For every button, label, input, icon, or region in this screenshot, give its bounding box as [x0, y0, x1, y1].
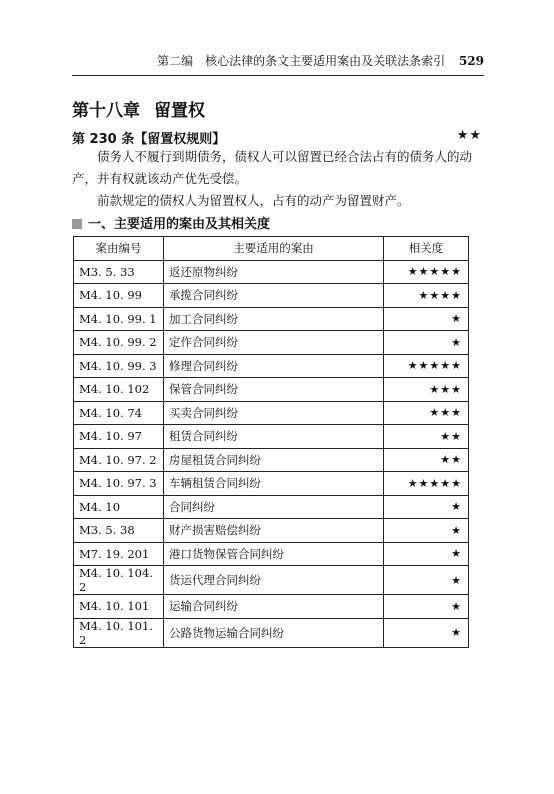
relevance-stars: ★ — [384, 595, 469, 619]
relevance-stars: ★★★ — [384, 378, 469, 402]
case-name: 返还原物纠纷 — [164, 260, 384, 284]
case-code: M4. 10. 99 — [74, 284, 164, 308]
relevance-stars: ★★★ — [384, 401, 469, 425]
case-name: 公路货物运输合同纠纷 — [164, 618, 384, 647]
table-body — [74, 260, 469, 647]
section-heading — [72, 213, 270, 232]
relevance-stars: ★★★★★ — [384, 260, 469, 284]
relevance-stars: ★ — [384, 307, 469, 331]
case-code: M4. 10 — [74, 495, 164, 519]
article-heading — [72, 128, 482, 147]
table-row — [74, 566, 469, 595]
case-code: M4. 10. 101. 2 — [74, 618, 164, 647]
table-row — [74, 472, 469, 496]
relevance-stars: ★ — [384, 566, 469, 595]
relevance-stars: ★★ — [384, 448, 469, 472]
section-title: 一、主要适用的案由及其相关度 — [88, 217, 271, 232]
case-code: M4. 10. 99. 1 — [74, 307, 164, 331]
page-number: 529 — [458, 54, 484, 68]
article-paragraph-2: 前款规定的债权人为留置权人，占有的动产为留置财产。 — [97, 193, 410, 208]
table-row — [74, 354, 469, 378]
table-row — [74, 307, 469, 331]
case-name: 加工合同纠纷 — [164, 307, 384, 331]
case-name: 货运代理合同纠纷 — [164, 566, 384, 595]
case-name: 运输合同纠纷 — [164, 595, 384, 619]
case-code: M4. 10. 101 — [74, 595, 164, 619]
chapter-heading — [72, 96, 205, 121]
case-code: M4. 10. 99. 2 — [74, 331, 164, 355]
table-row — [74, 448, 469, 472]
case-name: 定作合同纠纷 — [164, 331, 384, 355]
case-code: M4. 10. 97. 3 — [74, 472, 164, 496]
case-code: M7. 19. 201 — [74, 542, 164, 566]
table-row — [74, 401, 469, 425]
case-code: M4. 10. 74 — [74, 401, 164, 425]
table-row — [74, 595, 469, 619]
case-name: 修理合同纠纷 — [164, 354, 384, 378]
relevance-stars: ★ — [384, 542, 469, 566]
case-name: 财产损害赔偿纠纷 — [164, 519, 384, 543]
case-code: M3. 5. 33 — [74, 260, 164, 284]
running-title: 第二编 核心法律的条文主要适用案由及关联法条索引 — [157, 54, 446, 68]
case-name: 车辆租赁合同纠纷 — [164, 472, 384, 496]
case-name: 港口货物保管合同纠纷 — [164, 542, 384, 566]
table-row — [74, 495, 469, 519]
relevance-stars: ★★★★★ — [384, 354, 469, 378]
article-paragraph-1: 债务人不履行到期债务，债权人可以留置已经合法占有的债务人的动产，并有权就该动产优先受偿。 — [72, 149, 473, 186]
case-name: 买卖合同纠纷 — [164, 401, 384, 425]
case-name: 保管合同纠纷 — [164, 378, 384, 402]
case-code: M4. 10. 104. 2 — [74, 566, 164, 595]
table-header-row — [74, 237, 469, 261]
article-rating: ★★ — [456, 128, 482, 143]
case-name: 承揽合同纠纷 — [164, 284, 384, 308]
case-code: M4. 10. 97 — [74, 425, 164, 449]
case-table — [73, 236, 469, 648]
case-code: M4. 10. 99. 3 — [74, 354, 164, 378]
relevance-stars: ★★★★ — [384, 284, 469, 308]
table-row — [74, 331, 469, 355]
case-name: 合同纠纷 — [164, 495, 384, 519]
relevance-stars: ★ — [384, 618, 469, 647]
case-code: M4. 10. 97. 2 — [74, 448, 164, 472]
relevance-stars: ★ — [384, 495, 469, 519]
table-row — [74, 618, 469, 647]
table-row — [74, 378, 469, 402]
table-row — [74, 425, 469, 449]
article-label: 第 230 条【留置权规则】 — [72, 132, 226, 147]
page-header — [72, 52, 484, 76]
table-row — [74, 519, 469, 543]
table-row — [74, 284, 469, 308]
case-code: M4. 10. 102 — [74, 378, 164, 402]
relevance-stars: ★★★★★ — [384, 472, 469, 496]
table-row — [74, 260, 469, 284]
column-header-name: 主要适用的案由 — [164, 237, 384, 261]
table-row — [74, 542, 469, 566]
chapter-title: 留置权 — [154, 101, 205, 121]
column-header-code: 案由编号 — [74, 237, 164, 261]
column-header-relevance: 相关度 — [384, 237, 469, 261]
square-bullet-icon — [72, 219, 82, 229]
relevance-stars: ★★ — [384, 425, 469, 449]
relevance-stars: ★ — [384, 519, 469, 543]
case-name: 租赁合同纠纷 — [164, 425, 384, 449]
case-code: M3. 5. 38 — [74, 519, 164, 543]
case-name: 房屋租赁合同纠纷 — [164, 448, 384, 472]
relevance-stars: ★ — [384, 331, 469, 355]
chapter-number: 第十八章 — [72, 101, 140, 121]
